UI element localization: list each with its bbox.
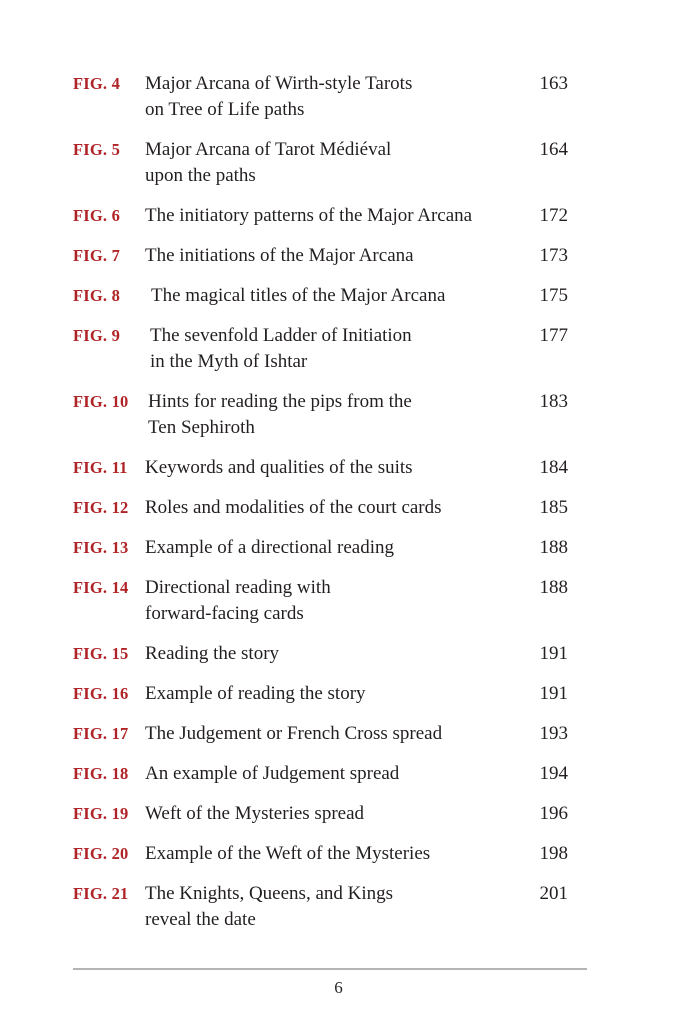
figure-title-line: Keywords and qualities of the suits (145, 457, 413, 478)
figure-page-number: 185 (539, 497, 568, 518)
figure-title (145, 137, 520, 189)
figure-page-number: 163 (539, 73, 568, 94)
figure-title-line: Example of the Weft of the Mysteries (145, 843, 431, 864)
figure-label: FIG. 4 (73, 74, 121, 93)
figure-page-number: 201 (539, 883, 568, 904)
figure-label: FIG. 6 (73, 206, 121, 225)
figure-title-line: Example of a directional reading (145, 537, 395, 558)
figure-entry (73, 681, 568, 707)
figure-label: FIG. 14 (73, 578, 129, 597)
figure-entry (73, 881, 568, 933)
figure-label: FIG. 20 (73, 844, 129, 863)
figure-title (145, 641, 520, 667)
figure-label: FIG. 16 (73, 684, 129, 703)
figure-title (145, 495, 520, 521)
figure-title (145, 283, 520, 309)
figure-page-number: 188 (539, 537, 568, 558)
figure-entry (73, 323, 568, 375)
footer-divider (73, 968, 587, 970)
figure-label: FIG. 19 (73, 804, 129, 823)
figure-page-number: 184 (539, 457, 568, 478)
figure-title-line: in the Myth of Ishtar (150, 351, 308, 372)
figure-page-number: 196 (539, 803, 568, 824)
figure-title (145, 535, 520, 561)
figure-entry (73, 535, 568, 561)
figure-title-line: The magical titles of the Major Arcana (151, 285, 446, 306)
figure-title-line: Roles and modalities of the court cards (145, 497, 442, 518)
figure-entry (73, 841, 568, 867)
figure-title (145, 323, 520, 375)
figure-title (145, 389, 520, 441)
figure-page-number: 194 (539, 763, 568, 784)
figure-title (145, 203, 520, 229)
figure-title-line: The initiatory patterns of the Major Arcana (145, 205, 473, 226)
figure-label: FIG. 15 (73, 644, 129, 663)
figure-label: FIG. 12 (73, 498, 129, 517)
figure-title-line: The sevenfold Ladder of Initiation (150, 325, 412, 346)
figure-label: FIG. 7 (73, 246, 121, 265)
figure-page-number: 198 (539, 843, 568, 864)
figure-title (145, 575, 520, 627)
figure-label: FIG. 10 (73, 392, 129, 411)
figure-title-line: Example of reading the story (145, 683, 366, 704)
figure-label: FIG. 21 (73, 884, 129, 903)
figure-page-number: 177 (539, 325, 568, 346)
figure-title-line: An example of Judgement spread (145, 763, 400, 784)
figure-page-number: 191 (539, 643, 568, 664)
figure-entry (73, 801, 568, 827)
figure-title-line: Directional reading with (145, 577, 331, 598)
figure-entry (73, 243, 568, 269)
figure-title-line: The Knights, Queens, and Kings (145, 883, 394, 904)
figure-page-number: 173 (539, 245, 568, 266)
figure-entry (73, 575, 568, 627)
figure-title (145, 721, 520, 747)
figure-title (145, 801, 520, 827)
figure-page-number: 172 (539, 205, 568, 226)
figure-entry (73, 761, 568, 787)
figure-page-number: 191 (539, 683, 568, 704)
figure-page-number: 188 (539, 577, 568, 598)
figure-title-line: Major Arcana of Tarot Médiéval (145, 139, 392, 160)
figure-title-line: Weft of the Mysteries spread (145, 803, 365, 824)
figure-page-number: 193 (539, 723, 568, 744)
figure-title (145, 71, 520, 123)
figure-title (145, 681, 520, 707)
figure-label: FIG. 8 (73, 286, 121, 305)
page-number: 6 (334, 978, 343, 997)
figure-label: FIG. 5 (73, 140, 121, 159)
figure-title (145, 761, 520, 787)
figure-entry (73, 455, 568, 481)
figure-title-line: Ten Sephiroth (148, 417, 255, 438)
figure-page-number: 175 (539, 285, 568, 306)
figure-title-line: The initiations of the Major Arcana (145, 245, 414, 266)
figure-entry (73, 203, 568, 229)
figure-entry (73, 389, 568, 441)
figure-entry (73, 495, 568, 521)
figure-title (145, 881, 520, 933)
figure-title-line: The Judgement or French Cross spread (145, 723, 443, 744)
figure-title-line: Major Arcana of Wirth-style Tarots (145, 73, 413, 94)
figure-label: FIG. 18 (73, 764, 129, 783)
figure-title-line: upon the paths (145, 165, 256, 186)
figure-label: FIG. 9 (73, 326, 121, 345)
figure-entry (73, 71, 568, 123)
figure-title-line: reveal the date (145, 909, 256, 930)
figure-label: FIG. 17 (73, 724, 129, 743)
figure-entry (73, 137, 568, 189)
figure-title-line: Reading the story (145, 643, 280, 664)
figure-page-number: 164 (539, 139, 568, 160)
figure-title-line: on Tree of Life paths (145, 99, 305, 120)
figure-list (73, 71, 568, 947)
figure-page-number: 183 (539, 391, 568, 412)
figure-title (145, 455, 520, 481)
figure-title-line: forward-facing cards (145, 603, 304, 624)
figure-entry (73, 721, 568, 747)
figure-title (145, 243, 520, 269)
figure-entry (73, 283, 568, 309)
figure-entry (73, 641, 568, 667)
figure-title (145, 841, 520, 867)
figure-label: FIG. 13 (73, 538, 129, 557)
figure-title-line: Hints for reading the pips from the (148, 391, 412, 412)
figure-label: FIG. 11 (73, 458, 128, 477)
